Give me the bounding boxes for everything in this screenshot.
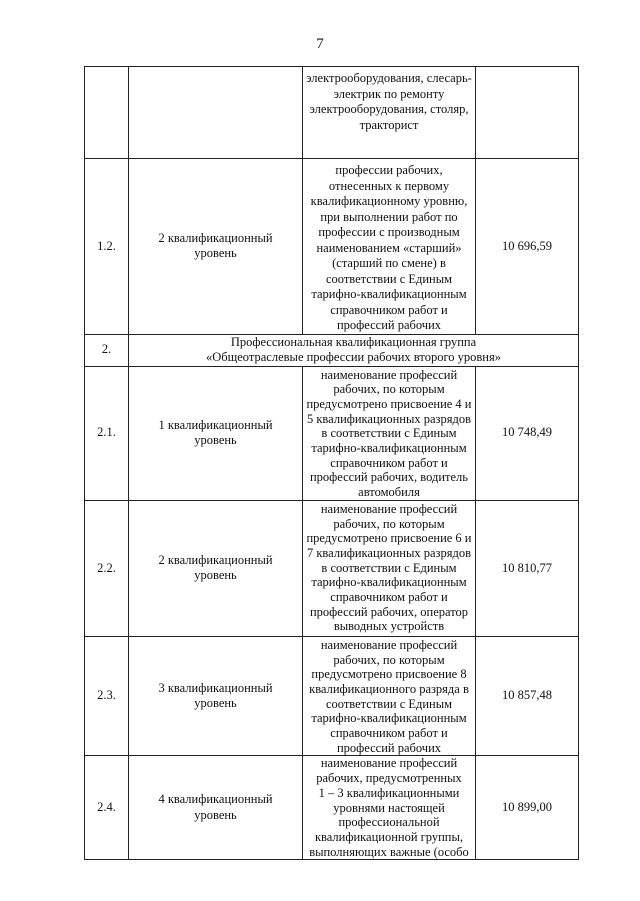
- table-row-group-header: [85, 334, 579, 366]
- qualification-level-cell: 2 квалификационный уровень: [129, 500, 303, 636]
- table-row: [85, 159, 579, 335]
- table-row: [85, 366, 579, 500]
- profession-description-cell: наименование профессий рабочих, предусмотренных 1 – 3 квалификационными уровнями настоящей профессиональной квалификационной группы, выполняющих важные (особо: [303, 756, 476, 860]
- row-number-cell: 2.4.: [85, 756, 129, 860]
- profession-description-cell: наименование профессий рабочих, по которым предусмотрено присвоение 8 квалификационного разряда в соответствии с Единым тарифно-квалификационным справочником работ и профессий рабочих: [303, 636, 476, 756]
- qualification-group-title: Профессиональная квалификационная группа «Общеотраслевые профессии рабочих второго уровня»: [129, 334, 579, 366]
- qualification-level-cell: 3 квалификационный уровень: [129, 636, 303, 756]
- salary-cell: 10 748,49: [476, 366, 579, 500]
- profession-description-cell: электрооборудования, слесарь- электрик по ремонту электрооборудования, столяр, тракторист: [303, 67, 476, 159]
- row-number-cell: 2.1.: [85, 366, 129, 500]
- table-row: [85, 756, 579, 860]
- qualification-level-cell: 4 квалификационный уровень: [129, 756, 303, 860]
- salary-cell: 10 810,77: [476, 500, 579, 636]
- qualification-level-cell: 2 квалификационный уровень: [129, 159, 303, 335]
- table-row: [85, 67, 579, 159]
- salary-table: [84, 66, 579, 860]
- qualification-level-cell: 1 квалификационный уровень: [129, 366, 303, 500]
- qualification-level-cell: [129, 67, 303, 159]
- salary-cell: 10 899,00: [476, 756, 579, 860]
- profession-description-cell: наименование профессий рабочих, по которым предусмотрено присвоение 4 и 5 квалификационных разрядов в соответствии с Единым тарифно-квалификационным справочником работ и профессий рабочих, водитель автомобиля: [303, 366, 476, 500]
- table-row: [85, 636, 579, 756]
- salary-cell: 10 857,48: [476, 636, 579, 756]
- row-number-cell: 2.: [85, 334, 129, 366]
- row-number-cell: 2.2.: [85, 500, 129, 636]
- profession-description-cell: наименование профессий рабочих, по которым предусмотрено присвоение 6 и 7 квалификационных разрядов в соответствии с Единым тарифно-квалификационным справочником работ и профессий рабочих, оператор выводных устройств: [303, 500, 476, 636]
- salary-cell: 10 696,59: [476, 159, 579, 335]
- row-number-cell: 2.3.: [85, 636, 129, 756]
- salary-cell: [476, 67, 579, 159]
- row-number-cell: [85, 67, 129, 159]
- profession-description-cell: профессии рабочих, отнесенных к первому квалификационному уровню, при выполнении работ по профессии с производным наименованием «старший» (старший по смене) в соответствии с Единым тарифно-квалификационным справочником работ и профессий рабочих: [303, 159, 476, 335]
- table-row: [85, 500, 579, 636]
- row-number-cell: 1.2.: [85, 159, 129, 335]
- page-number: 7: [316, 36, 324, 52]
